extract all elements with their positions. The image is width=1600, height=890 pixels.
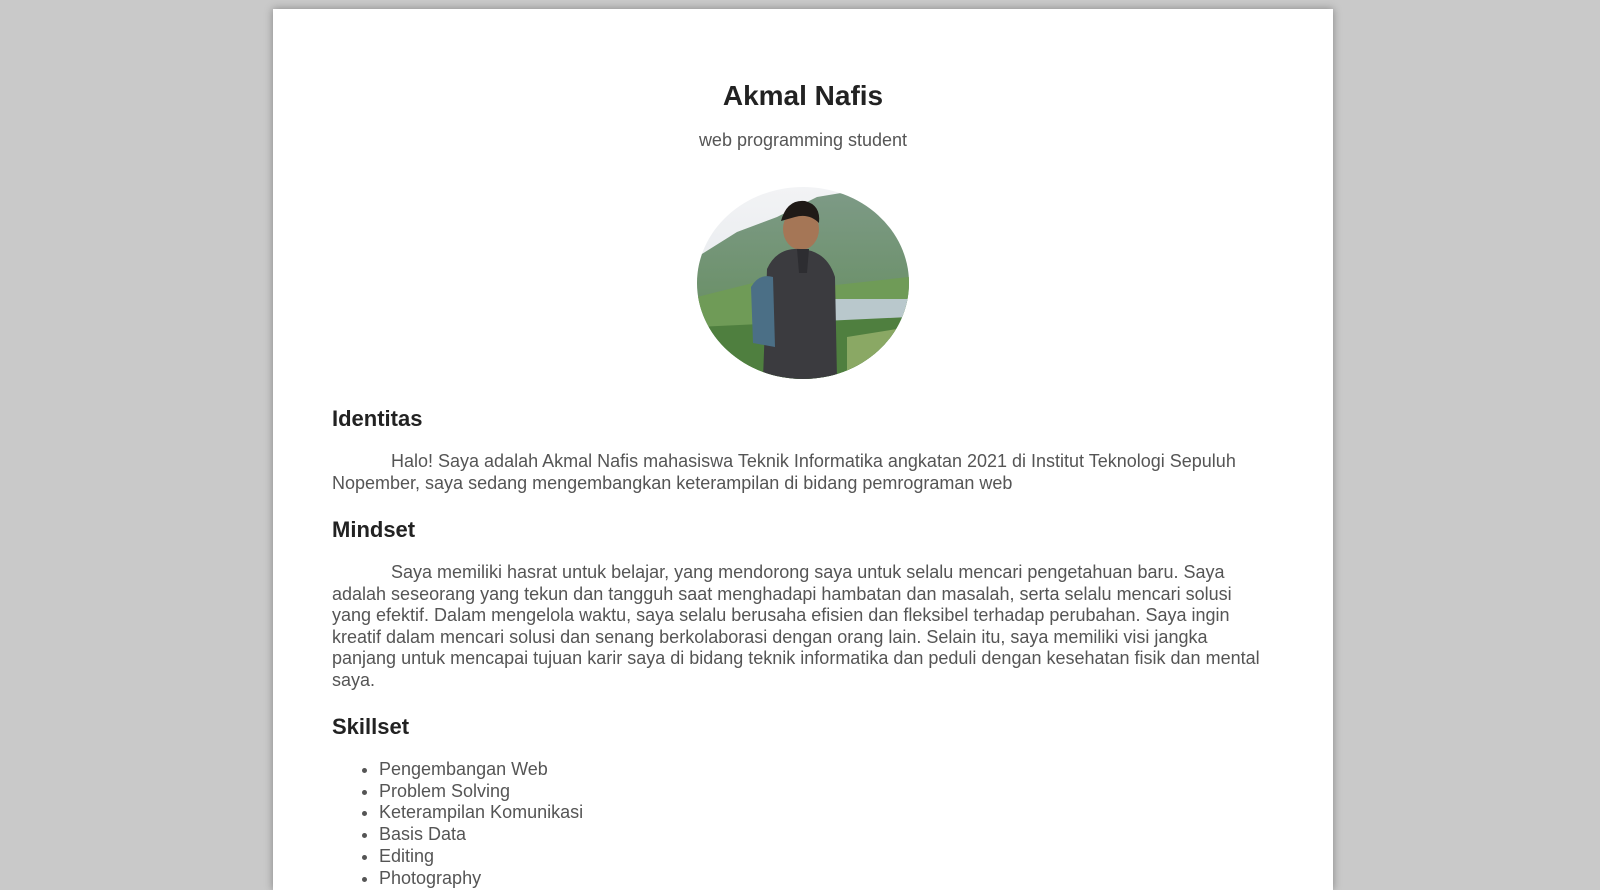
section-heading-skillset: Skillset xyxy=(332,714,410,739)
resume-content xyxy=(273,79,1333,889)
section-heading-identitas: Identitas xyxy=(332,406,423,431)
profile-subtitle: web programming student xyxy=(698,130,908,150)
list-item: • Basis Data xyxy=(379,824,1274,846)
profile-photo xyxy=(697,187,909,379)
list-item: • Editing xyxy=(379,846,1274,868)
skillset-list xyxy=(332,759,1274,889)
resume-page xyxy=(273,9,1333,890)
profile-name: Akmal Nafis xyxy=(722,80,884,111)
list-item: • Problem Solving xyxy=(379,781,1274,803)
section-heading-mindset: Mindset xyxy=(332,517,416,542)
list-item: • Keterampilan Komunikasi xyxy=(379,802,1274,824)
mindset-paragraph: Saya memiliki hasrat untuk belajar, yang mendorong saya untuk selalu mencari pengetahuan baru. Saya adalah seseorang yang tekun dan tangguh saat menghadapi hambatan dan masalah, serta selalu mencari solusi yang efektif. Dalam mengelola waktu, saya selalu berusaha efisien dan fleksibel terhadap perubahan. Saya ingin kreatif dalam mencari solusi dan senang berkolaborasi dengan orang lain. Selain itu, saya memiliki visi jangka panjang untuk mencapai tujuan karir saya di bidang teknik informatika dan peduli dengan kesehatan fisik dan mental saya. xyxy=(332,562,1260,690)
list-item: • Photography xyxy=(379,868,1274,890)
identitas-paragraph: Halo! Saya adalah Akmal Nafis mahasiswa Teknik Informatika angkatan 2021 di Institut Teknologi Sepuluh Nopember, saya sedang mengembangkan keterampilan di bidang pemrograman web xyxy=(332,451,1236,493)
list-item: • Pengembangan Web xyxy=(379,759,1274,781)
